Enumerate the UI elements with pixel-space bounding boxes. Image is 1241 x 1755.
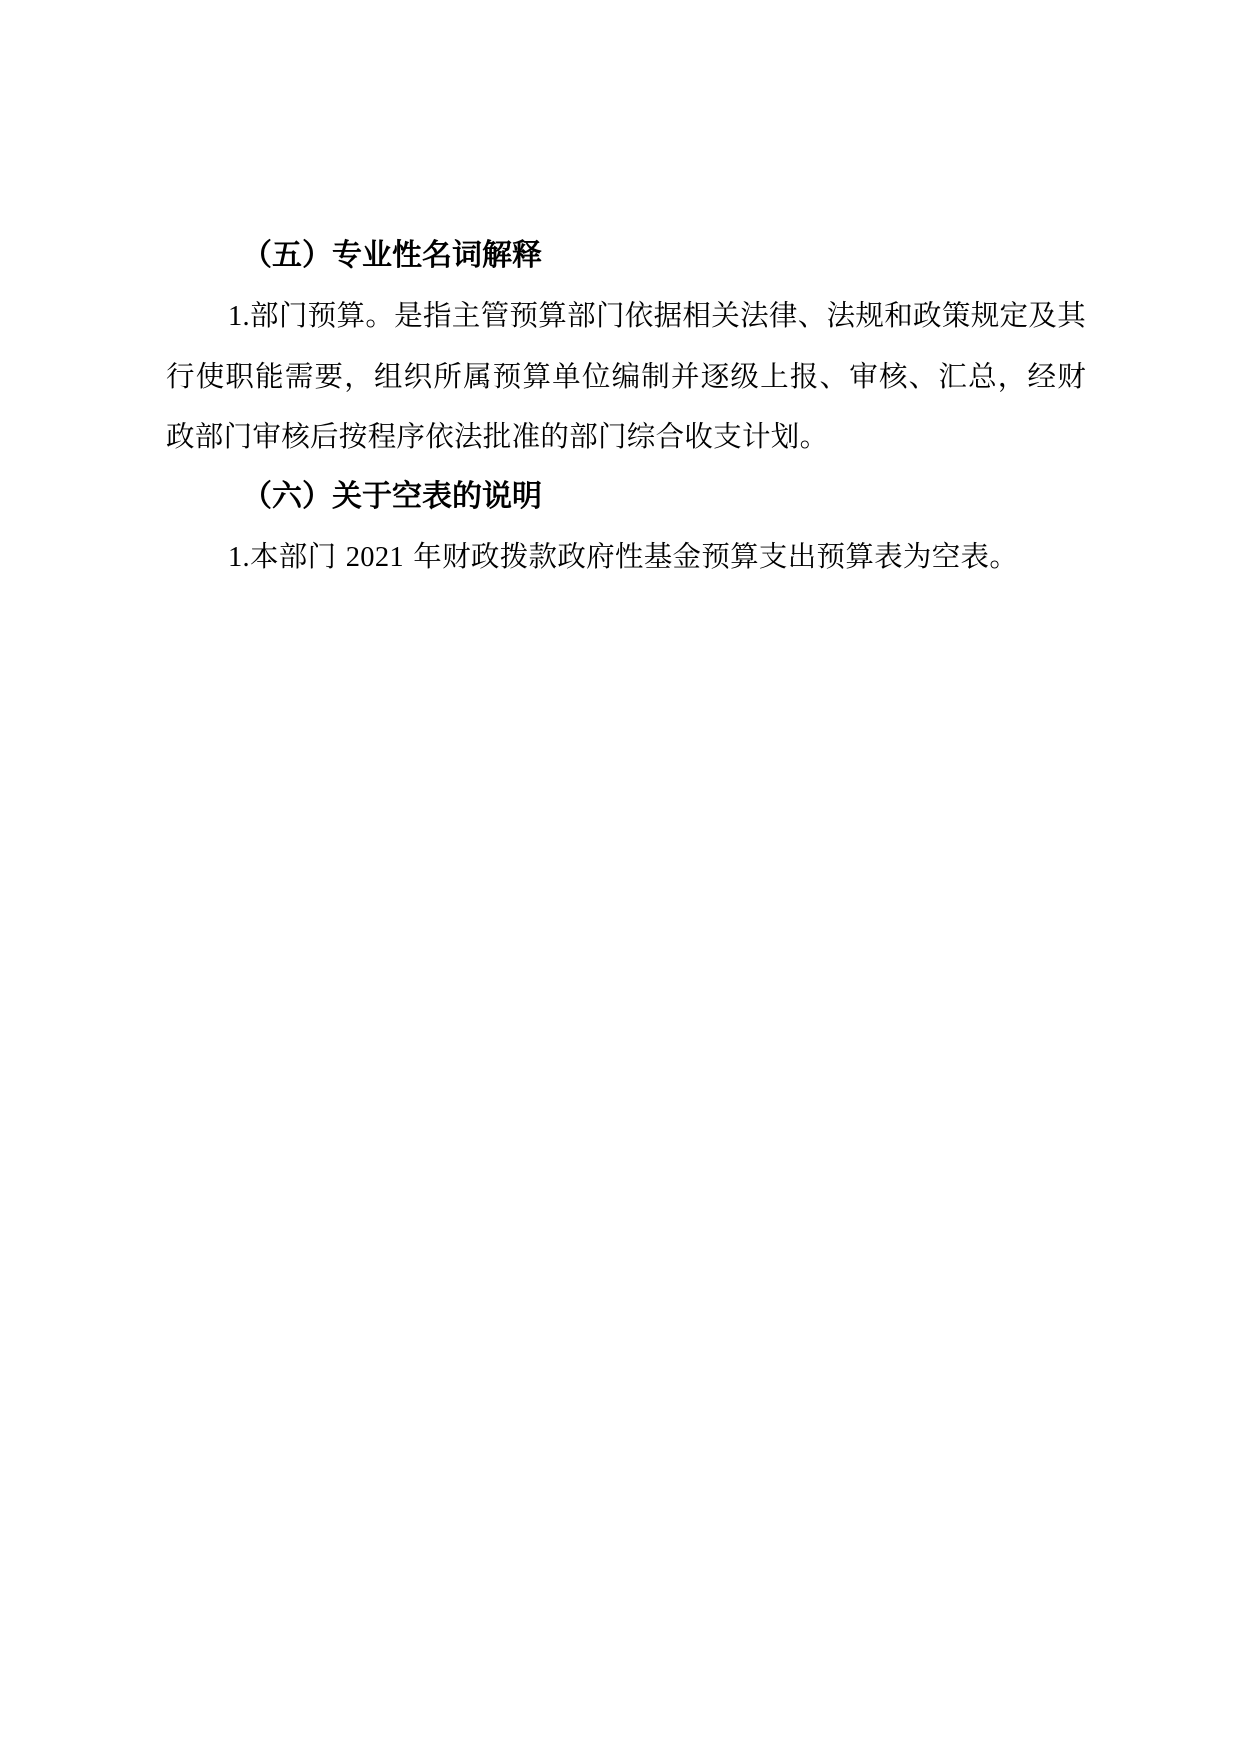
- section-professional-terms: [166, 226, 1086, 467]
- paragraph-text-before: 本部门: [249, 540, 346, 573]
- paragraph-department-budget: [166, 286, 1086, 467]
- item-number: 1.: [228, 542, 250, 573]
- section-empty-tables: [166, 467, 1086, 588]
- paragraph-text: 部门预算。是指主管预算部门依据相关法律、法规和政策规定及其行使职能需要，组织所属预算单位编制并逐级上报、审核、汇总，经财政部门审核后按程序依法批准的部门综合收支计划。: [166, 299, 1086, 453]
- section-heading: （五）专业性名词解释: [242, 238, 542, 273]
- year-value: 2021: [345, 542, 404, 573]
- item-number: 1.: [228, 301, 250, 332]
- document-body: [166, 226, 1086, 588]
- paragraph-text-after: 年财政拨款政府性基金预算支出预算表为空表。: [403, 540, 1019, 573]
- section-heading: （六）关于空表的说明: [242, 479, 542, 514]
- paragraph-empty-table-note: [166, 527, 1086, 588]
